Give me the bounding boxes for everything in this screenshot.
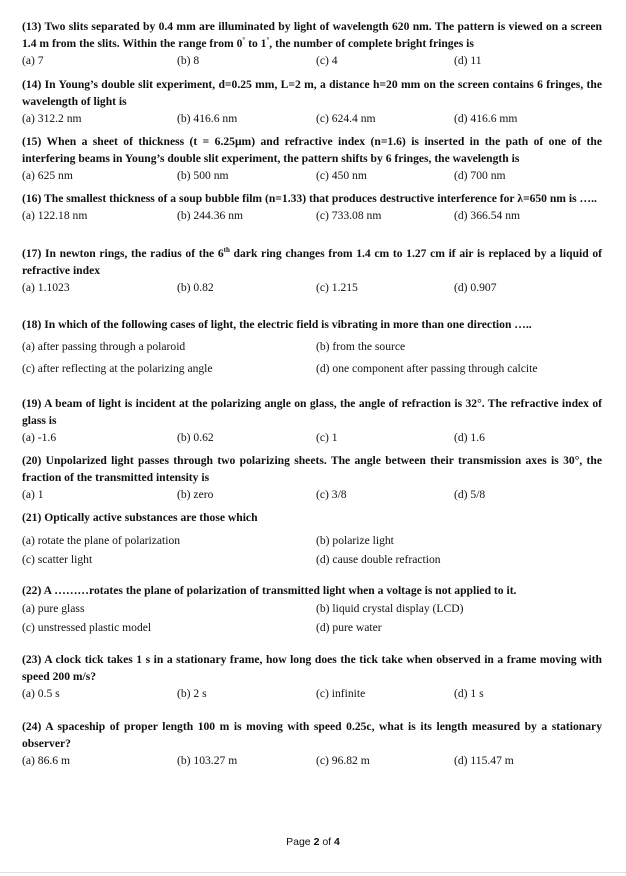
option-b: (b) 244.36 nm [177,209,244,222]
option-c: (c) 4 [316,54,338,67]
option-d: (d) 1 s [454,687,484,700]
question-text: (19) A beam of light is incident at the polarizing angle on glass, the angle of refraction is 32°. The refractive index of glass is [22,397,603,427]
options-row [22,359,602,378]
question-19 [22,395,602,446]
question-text: (13) Two slits separated by 0.4 mm are illuminated by light of wavelength 620 nm. The pattern is viewed on a screen 1.4 m from the slits. Within the range from 0° to 1°, the number of complete bright fringes is [22,20,602,50]
option-a: (a) pure glass [22,602,85,615]
option-b: (b) 0.82 [177,281,214,294]
options-row [22,685,602,702]
option-d: (d) 5/8 [454,488,486,501]
option-c: (c) 450 nm [316,169,367,182]
option-b: (b) 2 s [177,687,207,700]
option-a: (a) 0.5 s [22,687,60,700]
option-b: (b) 500 nm [177,169,229,182]
option-a: (a) 86.6 m [22,754,70,767]
question-17 [22,245,602,296]
option-d: (d) 0.907 [454,281,497,294]
option-a: (a) 1.1023 [22,281,70,294]
question-13 [22,18,602,69]
option-d: (d) cause double refraction [316,553,441,566]
question-text: (14) In Young’s double slit experiment, d=0.25 mm, L=2 m, a distance h=20 mm on the screen contains 6 fringes, the wavelength of light is [22,78,602,108]
question-15 [22,133,602,184]
options-row [22,207,602,224]
page-footer [0,836,626,848]
question-14 [22,76,602,127]
question-text: (21) Optically active substances are those which [22,511,258,524]
question-22 [22,582,602,637]
option-c: (c) 1 [316,431,338,444]
bottom-divider [0,872,626,873]
page-of: of [322,836,332,848]
option-d: (d) 366.54 nm [454,209,521,222]
options-row [22,279,602,296]
options-row [22,550,602,569]
option-a: (a) 122.18 nm [22,209,88,222]
options-row [22,337,602,356]
option-c: (c) 3/8 [316,488,347,501]
option-c: (c) after reflecting at the polarizing angle [22,362,213,375]
question-24 [22,718,602,769]
question-text: (24) A spaceship of proper length 100 m is moving with speed 0.25c, what is its length measured by a stationary observer? [22,720,602,750]
option-d: (d) 1.6 [454,431,485,444]
option-c: (c) unstressed plastic model [22,621,152,634]
option-d: (d) 416.6 mm [454,112,518,125]
options-row [22,486,602,503]
option-a: (a) -1.6 [22,431,57,444]
option-d: (d) 11 [454,54,482,67]
question-21 [22,509,602,569]
option-a: (a) 312.2 nm [22,112,82,125]
options-row [22,167,602,184]
question-text: (20) Unpolarized light passes through two polarizing sheets. The angle between their transmission axes is 30°, the fraction of the transmitted intensity is [22,454,602,484]
options-row [22,752,602,769]
options-row [22,429,602,446]
option-b: (b) 103.27 m [177,754,238,767]
page-label: Page [286,836,311,848]
option-b: (b) 0.62 [177,431,214,444]
option-c: (c) 1.215 [316,281,358,294]
option-d: (d) pure water [316,621,382,634]
question-18 [22,316,602,378]
question-text: (16) The smallest thickness of a soup bubble film (n=1.33) that produces destructive interference for λ=650 nm is ….. [22,192,597,205]
option-c: (c) infinite [316,687,366,700]
option-a: (a) rotate the plane of polarization [22,534,181,547]
option-b: (b) liquid crystal display (LCD) [316,602,464,615]
question-20 [22,452,602,503]
option-c: (c) 624.4 nm [316,112,376,125]
option-c: (c) 733.08 nm [316,209,382,222]
option-b: (b) from the source [316,340,406,353]
question-text: (22) A ………rotates the plane of polarization of transmitted light when a voltage is not applied to it. [22,584,517,597]
question-text: (23) A clock tick takes 1 s in a stationary frame, how long does the tick take when observed in a frame moving with speed 200 m/s? [22,653,602,683]
options-row [22,599,602,618]
option-b: (b) 416.6 nm [177,112,238,125]
options-row [22,531,602,550]
option-c: (c) 96.82 m [316,754,370,767]
page-total: 4 [334,836,340,848]
option-b: (b) polarize light [316,534,394,547]
option-d: (d) 115.47 m [454,754,514,767]
question-text: (18) In which of the following cases of light, the electric field is vibrating in more than one direction ….. [22,318,532,331]
question-text: (15) When a sheet of thickness (t = 6.25μm) and refractive index (n=1.6) is inserted in the path of one of the interfering beams in Young’s double slit experiment, the pattern shifts by 6 fringes, the wavelength is [22,135,602,165]
options-row [22,110,602,127]
question-23 [22,651,602,702]
option-d: (d) one component after passing through calcite [316,362,538,375]
option-a: (a) 1 [22,488,44,501]
option-b: (b) zero [177,488,214,501]
question-16 [22,190,602,224]
option-a: (a) after passing through a polaroid [22,340,186,353]
option-a: (a) 7 [22,54,44,67]
options-row [22,52,602,69]
option-b: (b) 8 [177,54,200,67]
option-c: (c) scatter light [22,553,93,566]
option-d: (d) 700 nm [454,169,506,182]
page-number: 2 [313,836,320,848]
options-row [22,618,602,637]
question-text: (17) In newton rings, the radius of the 6th dark ring changes from 1.4 cm to 1.27 cm if air is replaced by a liquid of refractive index [22,246,603,277]
option-a: (a) 625 nm [22,169,73,182]
